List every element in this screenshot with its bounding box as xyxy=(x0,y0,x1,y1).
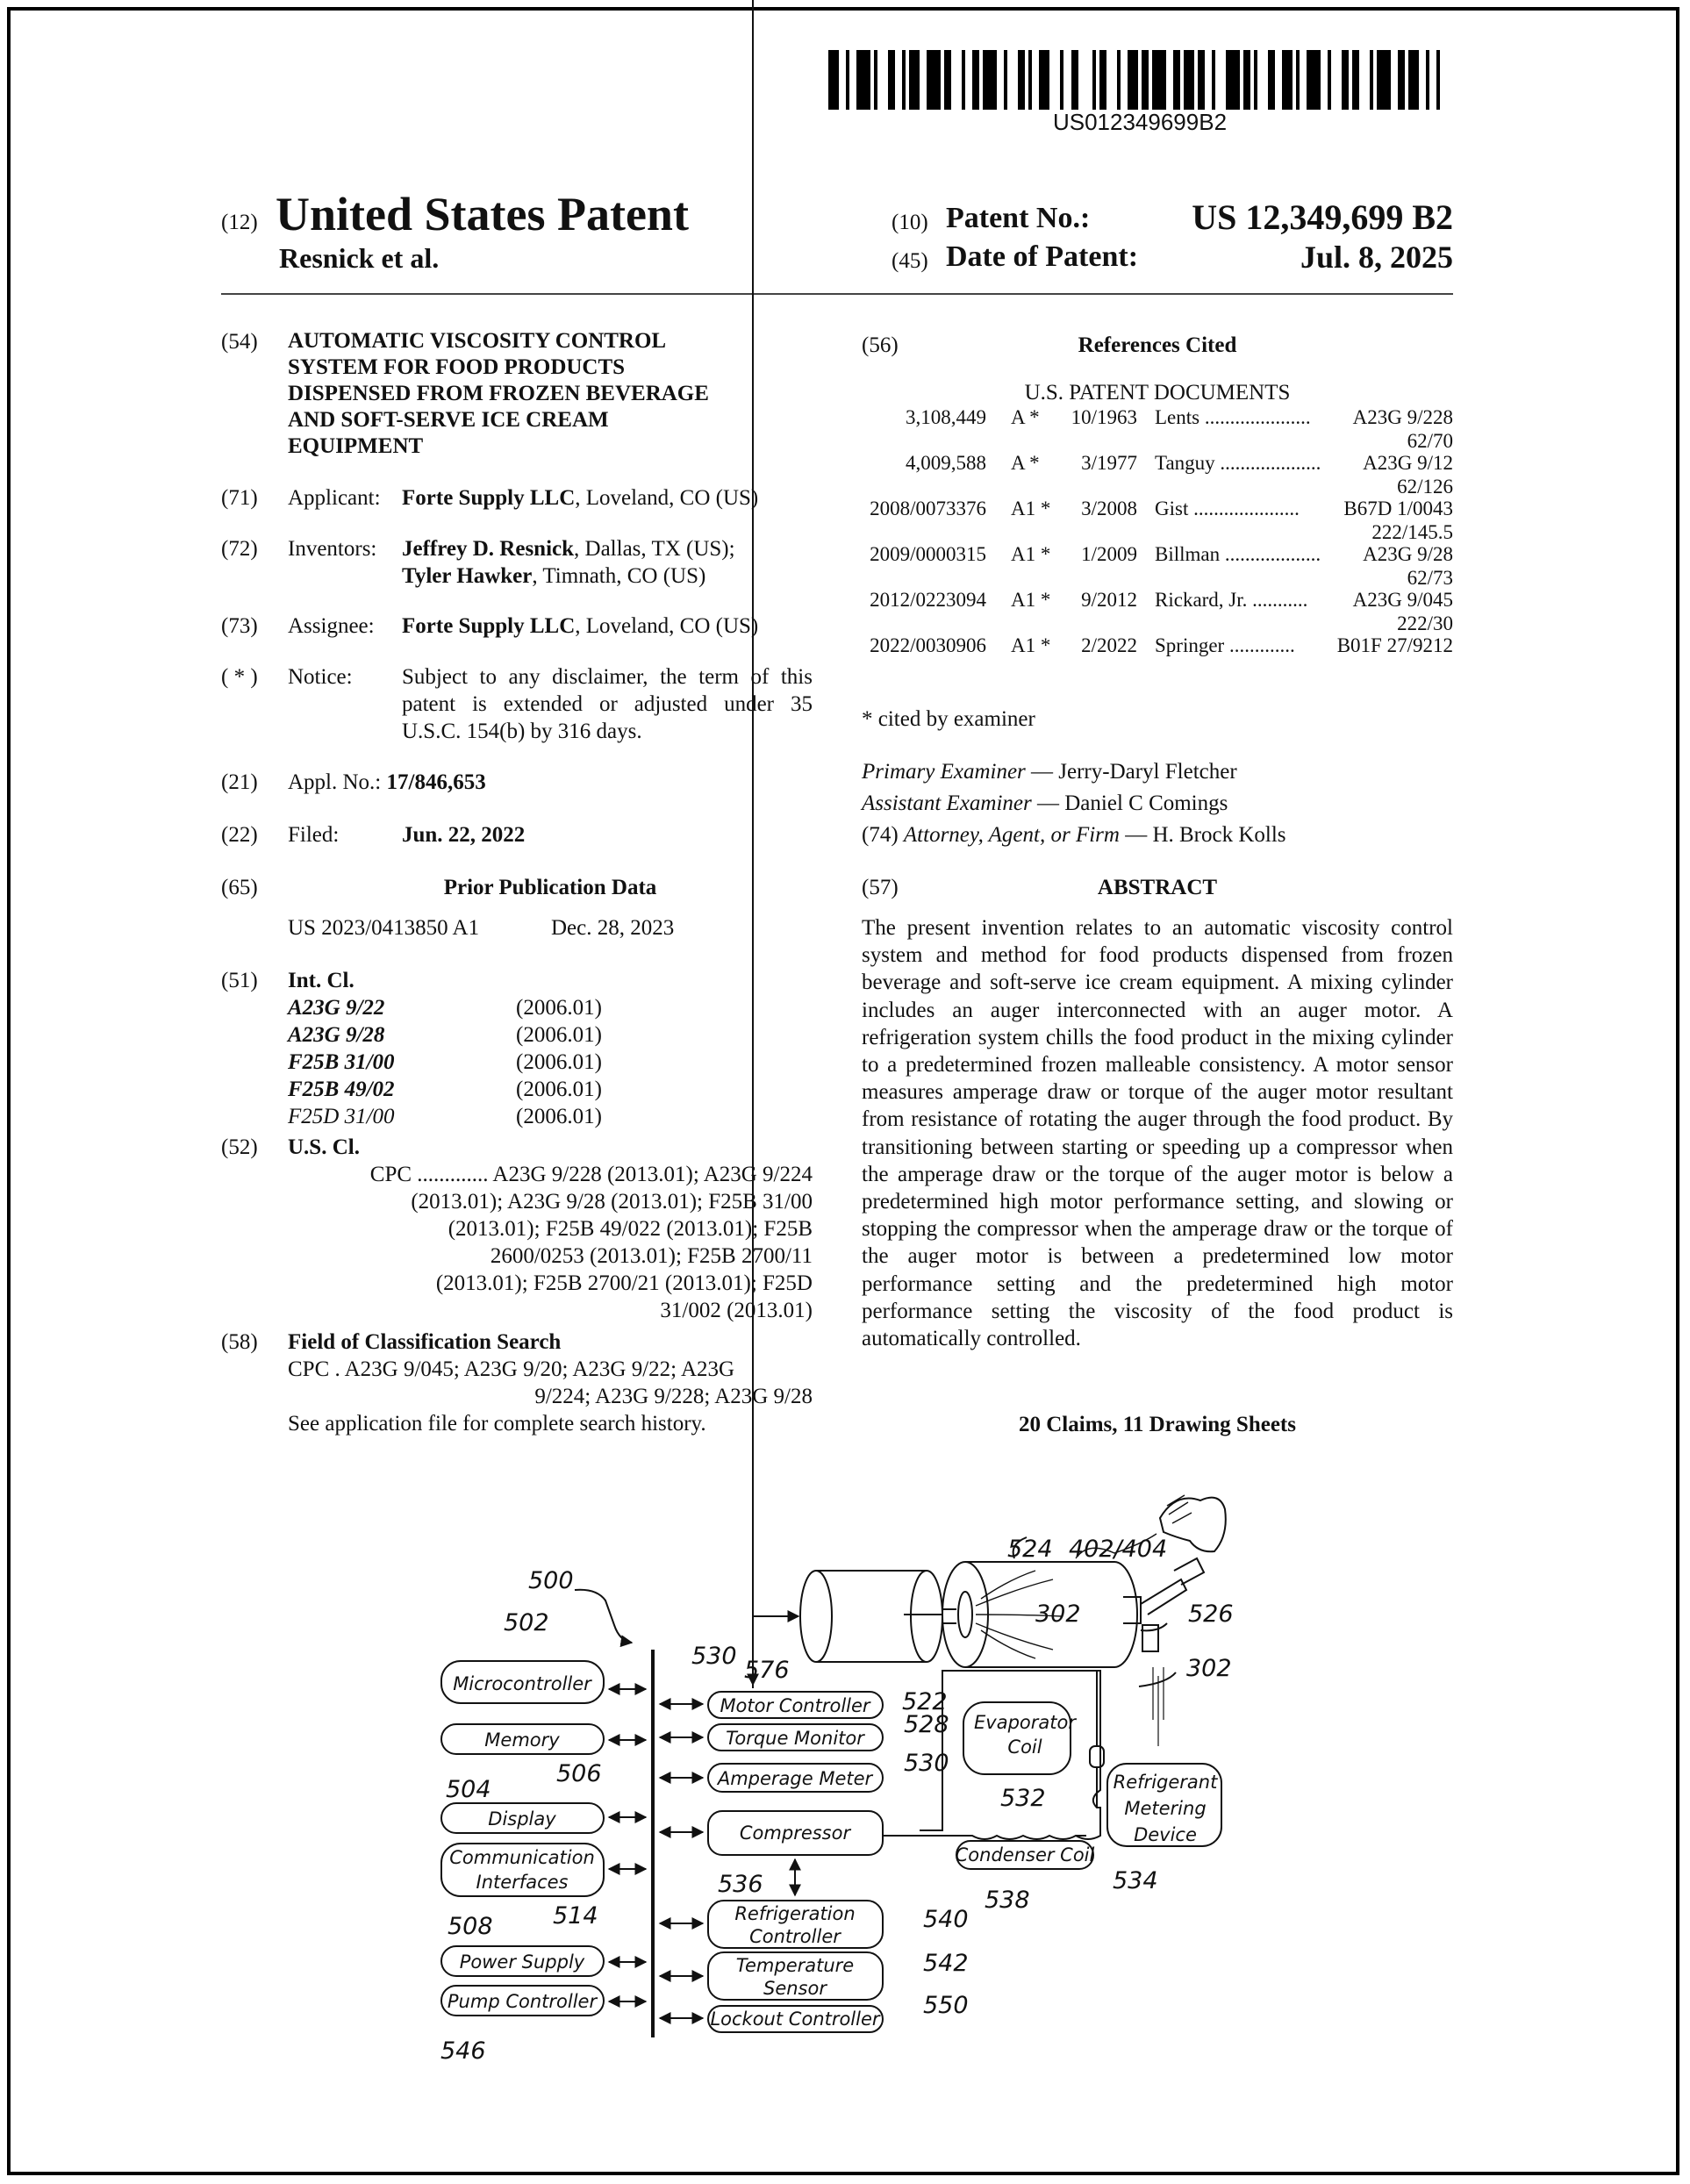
code-51: (51) xyxy=(221,969,258,992)
field-search-title: Field of Classification Search xyxy=(288,1330,562,1354)
ref-546: 546 xyxy=(440,2037,486,2065)
ref-530-top: 530 xyxy=(691,1643,737,1670)
applicant: Forte Supply LLC, Loveland, CO (US) xyxy=(402,486,759,510)
ref-538: 538 xyxy=(985,1887,1030,1914)
prior-publication-date: Dec. 28, 2023 xyxy=(551,916,675,940)
code-12: (12) xyxy=(221,211,258,234)
field-search-text: CPC . A23G 9/045; A23G 9/20; A23G 9/22; A23G 9/224; A23G 9/228; A23G 9/28 See application file for complete search history. xyxy=(288,1357,813,1436)
invention-title: AUTOMATIC VISCOSITY CONTROL SYSTEM FOR FOOD PRODUCTS DISPENSED FROM FROZEN BEVERAGE AND SOFT-SERVE ICE CREAM EQUIPMENT xyxy=(288,329,709,458)
prior-publication-title: Prior Publication Data xyxy=(443,876,657,899)
metering-label: Metering xyxy=(1124,1798,1207,1819)
amperage-meter-label: Amperage Meter xyxy=(717,1768,873,1789)
memory-label: Memory xyxy=(484,1729,560,1751)
code-71: (71) xyxy=(221,486,258,510)
ref-502: 502 xyxy=(504,1609,549,1636)
ref-522: 522 xyxy=(902,1688,948,1715)
references-title: References Cited xyxy=(1078,333,1237,357)
lockout-controller-label: Lockout Controller xyxy=(710,2009,880,2030)
display-label: Display xyxy=(488,1808,556,1830)
refrigeration-label: Refrigeration xyxy=(734,1903,856,1924)
prior-publication-number: US 2023/0413850 A1 xyxy=(288,916,480,940)
code-22: (22) xyxy=(221,823,258,847)
ref-504: 504 xyxy=(446,1776,491,1803)
ref-514: 514 xyxy=(553,1902,598,1930)
code-54: (54) xyxy=(221,330,258,354)
cited-note: * cited by examiner xyxy=(862,707,1035,731)
assistant-examiner: Assistant Examiner — Daniel C Comings xyxy=(862,791,1228,815)
abstract-title: ABSTRACT xyxy=(1097,876,1218,899)
ref-526: 526 xyxy=(1188,1600,1234,1628)
controller-label: Controller xyxy=(749,1926,841,1947)
microcontroller-label: Microcontroller xyxy=(453,1673,591,1694)
reference-row: 2008/0073376 A1 * 3/2008 Gist ..................... B67D 1/0043 222/145.5 xyxy=(870,498,1453,543)
motor-controller-label: Motor Controller xyxy=(720,1695,870,1716)
ref-530: 530 xyxy=(904,1750,949,1777)
code-notice: ( * ) xyxy=(221,665,258,689)
assignee: Forte Supply LLC, Loveland, CO (US) xyxy=(402,614,759,638)
patent-no-label: Patent No.: xyxy=(946,202,1091,234)
reference-row: 2022/0030906 A1 * 2/2022 Springer ............. B01F 27/9212 xyxy=(870,634,1453,656)
cpc-classification: CPC ............. A23G 9/228 (2013.01); A23G 9/224 (2013.01); A23G 9/28 (2013.01); F25B 31/00 (2013.01); F25B 49/022 (2013.01); F25B 2600/0253 (2013.01); F25B 2700/11 (2013.01); F25B 2700/21 (2013.01); F25D 31/002 (2013.01) xyxy=(369,1163,813,1322)
code-10: (10) xyxy=(892,211,928,234)
code-21: (21) xyxy=(221,770,258,794)
ref-506: 506 xyxy=(556,1760,602,1787)
reference-row: 3,108,449 A * 10/1963 Lents ..................... A23G 9/228 62/70 xyxy=(906,406,1453,452)
reference-row: 2009/0000315 A1 * 1/2009 Billman ................... A23G 9/28 62/73 xyxy=(870,543,1453,589)
ref-528: 528 xyxy=(904,1711,949,1738)
refrigerant-label: Refrigerant xyxy=(1113,1772,1218,1793)
ref-524: 524 xyxy=(1007,1536,1053,1563)
inventors: Jeffrey D. Resnick, Dallas, TX (US); Tyler Hawker, Timnath, CO (US) xyxy=(402,537,735,588)
code-56: (56) xyxy=(862,333,899,357)
communication-label: Communication xyxy=(449,1847,595,1868)
application-number: 17/846,653 xyxy=(386,770,486,794)
primary-examiner: Primary Examiner — Jerry-Daryl Fletcher xyxy=(862,760,1237,784)
code-73: (73) xyxy=(221,614,258,638)
us-cl-title: U.S. Cl. xyxy=(288,1135,360,1159)
code-58: (58) xyxy=(221,1330,258,1354)
torque-monitor-label: Torque Monitor xyxy=(726,1728,864,1749)
power-supply-label: Power Supply xyxy=(459,1951,585,1973)
ref-532: 532 xyxy=(1000,1785,1046,1812)
ref-534: 534 xyxy=(1113,1867,1158,1894)
temperature-label: Temperature xyxy=(735,1955,855,1976)
hand-icon xyxy=(1160,1498,1226,1552)
date-of-patent: Jul. 8, 2025 xyxy=(1300,240,1453,275)
evaporator-label: Evaporator xyxy=(974,1712,1076,1733)
attorney: (74) Attorney, Agent, or Firm — H. Brock Kolls xyxy=(862,823,1286,847)
reference-row: 4,009,588 A * 3/1977 Tanguy .................... A23G 9/12 62/126 xyxy=(906,452,1453,498)
assignee-label: Assignee: xyxy=(288,614,375,638)
code-72: (72) xyxy=(221,537,258,561)
pump-controller-label: Pump Controller xyxy=(447,1991,598,2012)
filed-date: Jun. 22, 2022 xyxy=(402,823,526,847)
abstract-text: The present invention relates to an automatic viscosity control system and method for food products dispensed from frozen beverage and soft-serve ice cream equipment. A mixing cylinder includes an auger interconnected with an auger motor. A refrigeration system chills the food product in the mixing cylinder to a predetermined frozen malleable consistency. A motor sensor measures amperage draw or torque of the auger motor resultant from resistance of rotating the auger through the food product. By transitioning between starting or speeding up a compressor when the amperage draw or the torque of the auger motor is below a predetermined high motor performance setting, and slowing or stopping the compressor when the amperage draw or the torque of the auger motor is between a predetermined low motor performance setting and the predetermined high motor performance setting the viscosity of the food product is automatically controlled. xyxy=(862,916,1453,1351)
notice-label: Notice: xyxy=(288,665,353,689)
claims-summary: 20 Claims, 11 Drawing Sheets xyxy=(1019,1413,1296,1436)
ref-508: 508 xyxy=(448,1913,493,1940)
applicant-label: Applicant: xyxy=(288,486,381,510)
ref-302-cylinder: 302 xyxy=(1035,1600,1081,1628)
dispense-valve xyxy=(1123,1597,1141,1623)
int-cl-list: A23G 9/22 (2006.01) A23G 9/28 (2006.01) F25B 31/00 (2006.01) F25B 49/02 (2006.01) F25D 31/00 (2006.01) xyxy=(288,996,602,1128)
code-52: (52) xyxy=(221,1135,258,1159)
device-label: Device xyxy=(1134,1824,1197,1845)
code-57: (57) xyxy=(862,876,899,899)
inventors-label: Inventors: xyxy=(288,537,377,561)
reference-row: 2012/0223094 A1 * 9/2012 Rickard, Jr. ........... A23G 9/045 222/30 xyxy=(870,589,1453,634)
ref-542: 542 xyxy=(923,1950,969,1977)
condenser-coil-label: Condenser Coil xyxy=(955,1844,1095,1865)
barcode-number: US012349699B2 xyxy=(1052,109,1228,135)
code-65: (65) xyxy=(221,876,258,899)
coil-label: Coil xyxy=(1007,1736,1042,1758)
code-45: (45) xyxy=(892,249,928,273)
ref-402-404: 402/404 xyxy=(1069,1536,1168,1563)
int-cl-title: Int. Cl. xyxy=(288,969,354,992)
date-of-patent-label: Date of Patent: xyxy=(946,240,1139,273)
compressor-label: Compressor xyxy=(739,1822,851,1844)
ref-500: 500 xyxy=(528,1567,574,1594)
filed-label: Filed: xyxy=(288,823,340,847)
authors: Resnick et al. xyxy=(279,242,440,274)
auger-motor xyxy=(911,1571,942,1662)
ref-550: 550 xyxy=(923,1992,969,2019)
notice-text: Subject to any disclaimer, the term of this patent is extended or adjusted under 35 U.S.C. 154(b) by 316 days. xyxy=(402,665,813,743)
ref-540: 540 xyxy=(923,1906,969,1933)
ref-536: 536 xyxy=(718,1871,763,1898)
interfaces-label: Interfaces xyxy=(476,1872,569,1893)
us-patent-documents: U.S. PATENT DOCUMENTS xyxy=(1024,381,1291,405)
patent-number: US 12,349,699 B2 xyxy=(1192,197,1453,237)
patent-heading: United States Patent xyxy=(276,188,689,240)
ref-576: 576 xyxy=(744,1657,790,1684)
sensor-label: Sensor xyxy=(763,1978,827,1999)
ref-302-product: 302 xyxy=(1186,1655,1232,1682)
